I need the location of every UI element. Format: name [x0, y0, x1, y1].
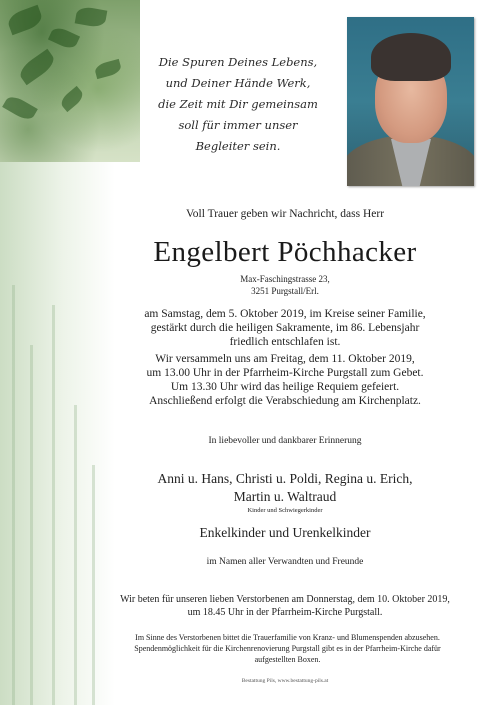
address-block: [100, 273, 470, 297]
address-city: 3251 Purgstall/Erl.: [251, 286, 319, 296]
poem-line: Die Spuren Deines Lebens,: [158, 55, 318, 69]
poem-line: und Deiner Hände Werk,: [165, 76, 311, 90]
family-line: Anni u. Hans, Christi u. Poldi, Regina u. Erich,: [157, 471, 413, 486]
death-notice: [100, 307, 470, 349]
donation-line: aufgestellten Boxen.: [254, 655, 321, 664]
death-notice-line: gestärkt durch die heiligen Sakramente, im 86. Lebensjahr: [150, 322, 420, 334]
memorial-poem: [148, 52, 328, 157]
family-line: Martin u. Waltraud: [233, 489, 337, 504]
address-street: Max-Faschingstrasse 23,: [240, 274, 330, 284]
ceremony-line: Um 13.30 Uhr wird das heilige Requiem gefeiert.: [170, 381, 400, 393]
relatives-text: im Namen aller Verwandten und Freunde: [206, 557, 364, 567]
death-notice-line: friedlich entschlafen ist.: [229, 336, 341, 348]
decorative-water-background: [0, 162, 115, 705]
family-caption: Kinder und Schwiegerkinder: [247, 507, 323, 514]
death-notice-line: am Samstag, dem 5. Oktober 2019, im Kreise seiner Familie,: [144, 308, 426, 320]
donation-notice: [95, 632, 480, 665]
prayer-notice: [100, 593, 470, 619]
prayer-line: um 18.45 Uhr in der Pfarrheim-Kirche Purgstall.: [187, 607, 383, 618]
donation-line: Im Sinne des Verstorbenen bittet die Trauerfamilie von Kranz- und Blumenspenden abzusehen.: [135, 633, 440, 642]
portrait-photo: [347, 17, 474, 186]
poem-line: soll für immer unser: [178, 118, 298, 132]
funeral-home-footer: Bestattung Pils, www.bestattung-pils.at: [241, 678, 329, 684]
ceremony-line: Wir versammeln uns am Freitag, dem 11. Oktober 2019,: [155, 353, 415, 365]
intro-text: Voll Trauer geben wir Nachricht, dass Herr: [185, 208, 385, 220]
decorative-leaves-image: [0, 0, 140, 162]
ceremony-notice: [100, 352, 470, 408]
remembrance-text: In liebevoller und dankbarer Erinnerung: [208, 436, 362, 446]
donation-line: Spendenmöglichkeit für die Kirchenrenovierung Purgstall gibt es in der Pfarrheim-Kirche dafür: [134, 644, 441, 653]
ceremony-line: um 13.00 Uhr in der Pfarrheim-Kirche Purgstall zum Gebet.: [146, 367, 424, 379]
deceased-name: Engelbert Pöchhacker: [153, 236, 417, 268]
poem-line: die Zeit mit Dir gemeinsam: [158, 97, 318, 111]
grandchildren-text: Enkelkinder und Urenkelkinder: [199, 525, 371, 540]
poem-line: Begleiter sein.: [195, 139, 281, 153]
ceremony-line: Anschließend erfolgt die Verabschiedung am Kirchenplatz.: [149, 395, 421, 407]
family-names: [100, 470, 470, 506]
prayer-line: Wir beten für unseren lieben Verstorbenen am Donnerstag, dem 10. Oktober 2019,: [120, 594, 450, 605]
